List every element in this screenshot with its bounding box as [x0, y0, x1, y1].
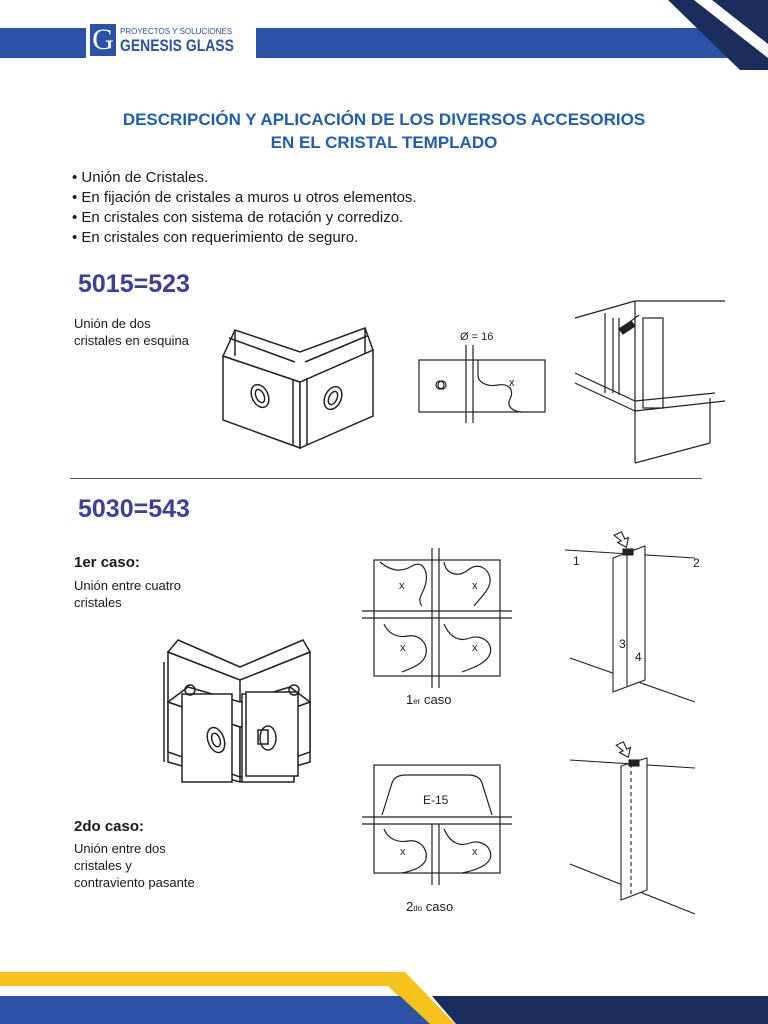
section1-desc-line1: Unión de dos	[74, 316, 151, 331]
x-mark: x	[472, 642, 478, 654]
case1-desc	[74, 577, 181, 611]
case1-desc-line2: cristales	[74, 595, 122, 610]
x-mark: x	[509, 377, 515, 389]
bullet-item: • Unión de Cristales.	[72, 168, 417, 188]
diameter-label: Ø = 16	[460, 331, 494, 343]
case1-caption-num: 1	[406, 692, 414, 707]
logo	[90, 24, 255, 58]
case1-installation-drawing	[565, 530, 705, 710]
section1-code: 5015=523	[78, 270, 190, 298]
case1-desc-line1: Unión entre cuatro	[74, 578, 181, 593]
case2-desc	[74, 840, 195, 891]
case1-caption-word: caso	[423, 692, 452, 707]
bullet-list	[72, 168, 417, 248]
case2-caption-word: caso	[425, 899, 454, 914]
case2-plan-drawing	[362, 755, 512, 885]
case2-caption-num: 2	[406, 899, 414, 914]
corner-connector-figure	[215, 320, 380, 455]
case1-caption	[406, 692, 451, 707]
logo-letter: G	[90, 24, 116, 56]
case1-plan-drawing	[362, 548, 512, 688]
logo-name: GENESIS GLASS	[120, 36, 234, 55]
x-mark: x	[400, 846, 406, 858]
number-label: 2	[693, 556, 700, 570]
title-line-2: EN EL CRISTAL TEMPLADO	[270, 133, 498, 152]
case2-installation-drawing	[565, 738, 705, 918]
corner-plan-drawing	[418, 345, 548, 425]
section-divider	[70, 478, 702, 479]
logo-tagline: PROYECTOS Y SOLUCIONES	[120, 27, 233, 36]
number-label: 4	[635, 650, 642, 664]
case2-desc-line1: Unión entre dos	[74, 841, 166, 856]
bullet-item: • En cristales con sistema de rotación y corredizo.	[72, 208, 417, 228]
footer-banner	[0, 968, 768, 1024]
section1-desc-line2: cristales en esquina	[74, 333, 189, 348]
case2-desc-line3: contraviento pasante	[74, 875, 195, 890]
case1-title: 1er caso:	[74, 554, 140, 571]
case2-caption	[406, 899, 453, 914]
case2-caption-sup: do	[413, 904, 423, 913]
page-title	[40, 108, 728, 154]
bullet-item: • En fijación de cristales a muros u otros elementos.	[72, 188, 417, 208]
x-mark: x	[400, 642, 406, 654]
x-mark: x	[472, 580, 478, 592]
number-label: 1	[573, 554, 580, 568]
x-mark: x	[399, 580, 405, 592]
case2-desc-line2: cristales y	[74, 858, 132, 873]
number-label: 3	[619, 637, 626, 651]
bullet-item: • En cristales con requerimiento de seguro.	[72, 228, 417, 248]
section1-desc	[74, 315, 189, 349]
x-mark: x	[472, 846, 478, 858]
case1-caption-sup: er	[413, 697, 421, 706]
section2-code: 5030=543	[78, 495, 190, 523]
corner-installation-drawing	[575, 293, 725, 463]
case2-title: 2do caso:	[74, 818, 145, 835]
e15-label: E-15	[423, 793, 449, 807]
four-way-connector-figure	[158, 632, 323, 782]
title-line-1: DESCRIPCIÓN Y APLICACIÓN DE LOS DIVERSOS ACCESORIOS	[122, 110, 646, 129]
